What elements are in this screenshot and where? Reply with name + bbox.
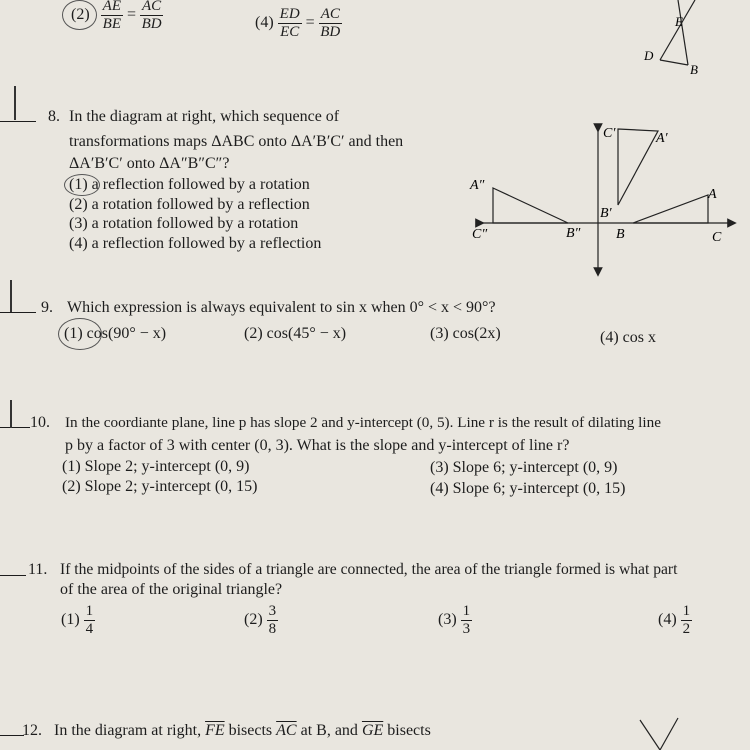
q8-triangle-a1b1c1 (618, 129, 658, 205)
q8-answer-blank[interactable] (0, 121, 36, 122)
q7-figure (630, 0, 730, 80)
q8-pen-mark (14, 86, 16, 120)
q9-option-2[interactable] (244, 324, 346, 344)
q11-option-3-number: (3) (438, 611, 457, 629)
q11-option-1[interactable] (61, 603, 95, 638)
q8-option-3[interactable] (69, 214, 298, 234)
q8-option-3-text: a rotation followed by a rotation (91, 215, 299, 232)
q8-triangle-a2b2c2 (493, 188, 568, 223)
q11-answer-blank[interactable] (0, 575, 26, 576)
q11-option-2[interactable] (244, 603, 278, 638)
q8-option-3-number: (3) (69, 215, 88, 232)
q12-segment-ge: $\overline{GE}$ (361, 722, 384, 739)
q7-option-4-fraction-left: $\frac{ED}{EC}$ (279, 6, 300, 40)
q8-triangle-abc (633, 195, 708, 223)
q8-option-2-number: (2) (69, 196, 88, 213)
q10-answer-blank[interactable] (0, 427, 30, 428)
q12-number: 12. (22, 722, 42, 739)
q8-number: 8. (48, 108, 60, 125)
q8-label-a2: A″ (470, 178, 485, 193)
q7-option-2-fraction-left: $\frac{AE}{BE}$ (102, 0, 121, 32)
q10-option-3[interactable] (430, 458, 618, 478)
q9-option-4-number: (4) (600, 329, 619, 346)
q8-figure (460, 120, 750, 280)
q8-label-c: C (712, 230, 722, 245)
q9-option-1-number: (1) (64, 325, 83, 342)
q7-option-4-fraction-right: $\frac{AC}{BD}$ (320, 6, 341, 40)
q12-figure (630, 716, 690, 750)
q11-option-1-fraction: $\frac{1}{4}$ (85, 603, 94, 637)
q11-option-2-number: (2) (244, 611, 263, 629)
q12-segment-fe: $\overline{FE}$ (205, 722, 225, 739)
q8-label-c2: C″ (472, 227, 488, 242)
q7-option-4-number: (4) (255, 14, 274, 32)
q10-option-1-text: Slope 2; y-intercept (0, 9) (84, 458, 250, 475)
q9-option-3[interactable] (430, 324, 501, 344)
q9-number: 9. (41, 299, 53, 316)
q8-stem-line-3: ΔA′B′C′ onto ΔA″B″C″? (69, 155, 230, 172)
q8-label-a1: A′ (656, 131, 668, 146)
q11-option-4[interactable] (658, 603, 692, 638)
q8-option-2[interactable] (69, 195, 310, 215)
q7-label-d: D (644, 48, 654, 63)
q11-number: 11. (28, 561, 48, 578)
q8-stem-line-2: transformations maps ΔABC onto ΔA′B′C′ and then (69, 133, 404, 150)
q12-answer-blank[interactable] (0, 735, 24, 736)
q9-stem: Which expression is always equivalent to sin x when 0° < x < 90°? (67, 299, 496, 316)
q8-option-1-number: (1) (69, 176, 88, 193)
q10-option-2-number: (2) (62, 478, 81, 495)
q11-option-4-number: (4) (658, 611, 677, 629)
q9-option-1-circle-mark (58, 318, 102, 350)
q10-pen-mark (10, 400, 12, 428)
q7-option-2: (2) $\frac{AE}{BE}$ = $\frac{AC}{BD}$ (62, 0, 163, 33)
q9-answer-blank[interactable] (0, 312, 36, 313)
q8-stem-line-1: In the diagram at right, which sequence of (69, 108, 340, 125)
q10-option-4-number: (4) (430, 480, 449, 497)
q7-label-b: B (690, 62, 698, 77)
q8-option-4-number: (4) (69, 235, 88, 252)
q8-label-a: A (708, 187, 717, 202)
q9-option-1-text: cos(90° − x) (86, 325, 167, 342)
q10-option-1-number: (1) (62, 458, 81, 475)
q12-stem: 12. In the diagram at right, $\overline{FE}$ bisects $\overline{AC}$ at B, and $\overline{GE}$ bisects (22, 722, 431, 739)
q10-option-2[interactable] (62, 477, 258, 497)
q8-option-2-text: a rotation followed by a reflection (91, 196, 310, 213)
q9-pen-mark (10, 280, 12, 312)
q9-option-4-text: cos x (622, 329, 656, 346)
q7-label-e: E (675, 14, 683, 29)
q11-option-1-number: (1) (61, 611, 80, 629)
q8-label-c1: C′ (603, 126, 616, 141)
q8-option-4[interactable] (69, 234, 321, 254)
q10-option-3-number: (3) (430, 459, 449, 476)
q8-label-b2: B″ (566, 226, 581, 241)
q10-option-4[interactable] (430, 479, 626, 499)
q7-option-2-number: (2) (62, 0, 97, 30)
q10-option-4-text: Slope 6; y-intercept (0, 15) (452, 480, 626, 497)
q10-option-3-text: Slope 6; y-intercept (0, 9) (452, 459, 618, 476)
q11-option-4-fraction: $\frac{1}{2}$ (682, 603, 691, 637)
q9-option-4[interactable] (600, 328, 656, 348)
q8-label-b1: B′ (600, 206, 612, 221)
q8-option-1-text: a reflection followed by a rotation (91, 176, 310, 193)
q11-option-2-fraction: $\frac{3}{8}$ (268, 603, 277, 637)
q8-option-1[interactable] (69, 175, 310, 195)
q9-option-3-text: cos(2x) (452, 325, 501, 342)
q10-option-1[interactable] (62, 457, 250, 477)
q11-stem-line-2: of the area of the original triangle? (60, 581, 283, 598)
q11-stem-line-1: If the midpoints of the sides of a triangle are connected, the area of the triangle formed is what part (60, 561, 678, 578)
q8-label-b: B (616, 227, 625, 242)
q7-option-4: (4) $\frac{ED}{EC}$ = $\frac{AC}{BD}$ (255, 6, 341, 40)
q9-option-2-number: (2) (244, 325, 263, 342)
q11-option-3[interactable] (438, 603, 472, 638)
q11-option-3-fraction: $\frac{1}{3}$ (462, 603, 471, 637)
q12-segment-ac: $\overline{AC}$ (276, 722, 297, 739)
q9-option-2-text: cos(45° − x) (266, 325, 347, 342)
q10-stem-line-2: p by a factor of 3 with center (0, 3). What is the slope and y-intercept of line r? (65, 437, 570, 454)
q9-option-3-number: (3) (430, 325, 449, 342)
q10-option-2-text: Slope 2; y-intercept (0, 15) (84, 478, 258, 495)
q8-option-4-text: a reflection followed by a reflection (91, 235, 322, 252)
q10-stem-line-1: In the coordiante plane, line p has slope 2 and y-intercept (0, 5). Line r is the result of dilating line (65, 414, 661, 431)
q7-option-2-fraction-right: $\frac{AC}{BD}$ (141, 0, 162, 32)
q10-number: 10. (30, 414, 50, 431)
q8-option-1-circle-mark (64, 174, 100, 196)
